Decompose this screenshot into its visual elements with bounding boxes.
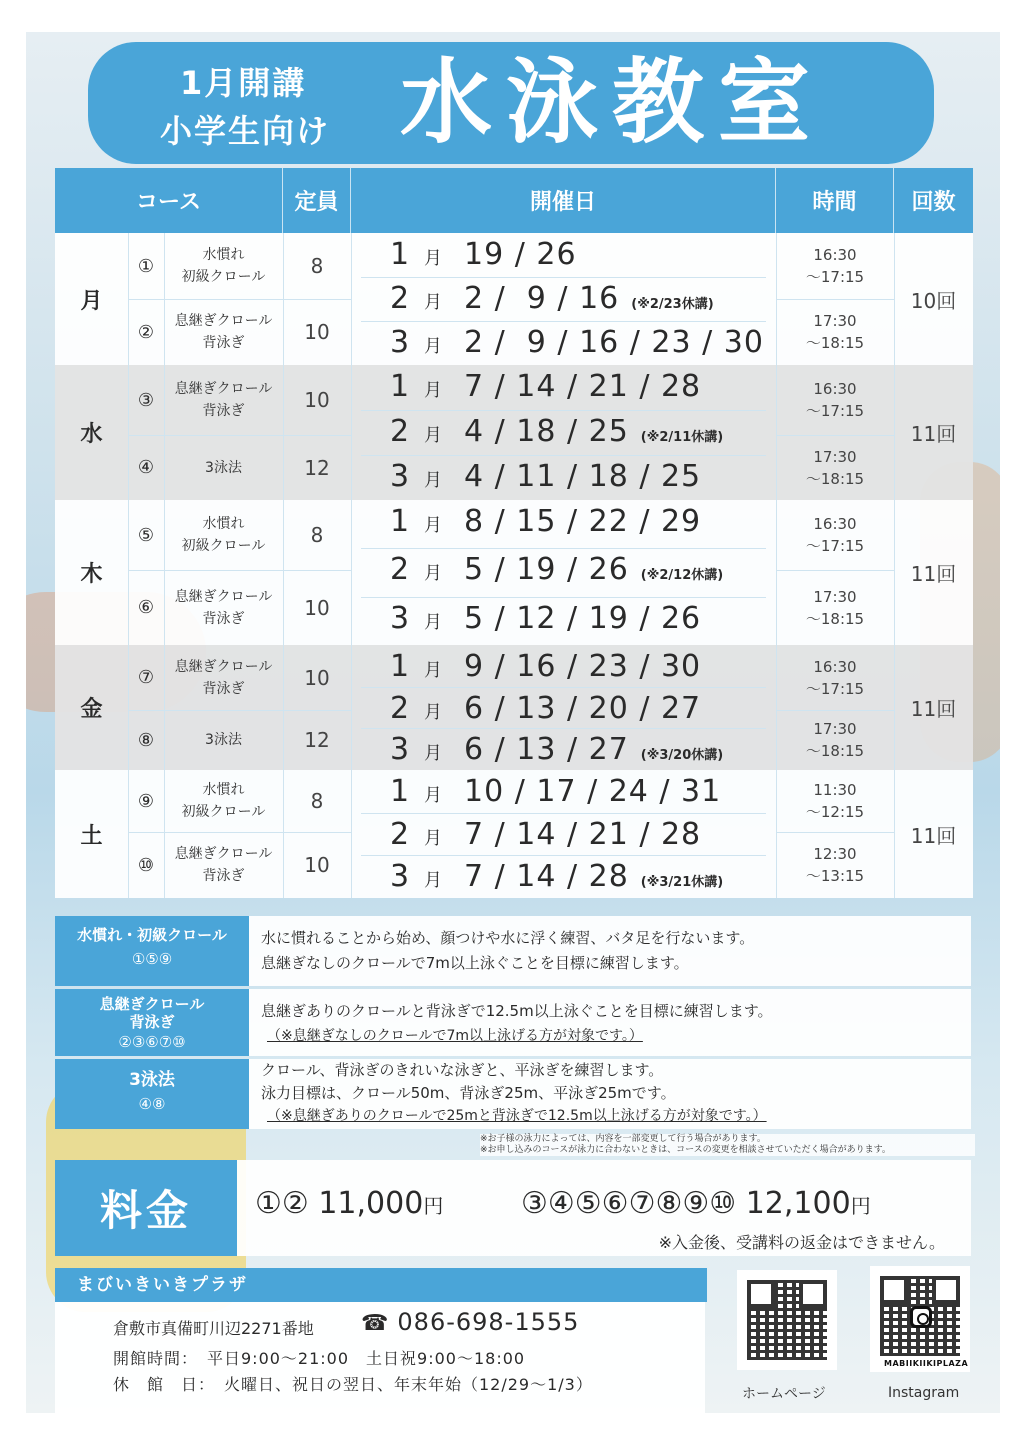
row-divider [776,299,894,300]
column-divider [164,233,165,898]
course-number: ⑤ [137,524,155,546]
course-time-start: 12:30 [813,845,857,863]
date-month-number: 1 [390,504,410,539]
fee-price-1 [255,1186,443,1221]
description-label [55,989,249,1056]
date-line [390,459,790,497]
organization-name: まびいきいきプラザ [55,1268,707,1302]
date-month-number: 2 [390,281,410,316]
course-time [776,365,894,435]
date-month-number: 1 [390,774,410,809]
closed-days: 休 館 日： 火曜日、祝日の翌日、年末年始（12/29～1/3） [113,1375,593,1394]
course-name-line: 息継ぎクロール [174,846,273,862]
course-time-end: ～17:15 [805,268,865,286]
description-title: 3泳法 [129,1070,175,1090]
date-days: 2 / 9 / 16 / 23 / 30 [464,325,764,360]
course-name-line: 3泳法 [205,732,242,748]
date-note: (※2/12休講) [640,568,724,584]
phone [361,1308,579,1336]
course-time-start: 17:30 [813,587,857,606]
date-days: 6 / 13 / 20 / 27 [464,690,702,726]
row-divider [128,832,351,833]
date-month-number: 3 [390,600,410,636]
column-divider [776,233,777,898]
description-line: 水に慣れることから始め、顔つけや水に浮く練習、バタ足を行ないます。 [261,929,755,947]
description-courses: ①⑤⑨ [131,950,173,968]
address: 倉敷市真備町川辺2271番地 [113,1319,314,1338]
course-name [164,570,283,645]
course-number: ① [137,255,155,277]
course-name-line: 息継ぎクロール [174,313,273,329]
date-divider [361,277,766,278]
qr-code-icon [747,1280,827,1360]
instagram-qr-code[interactable] [870,1266,970,1372]
course-time-start: 16:30 [813,246,857,264]
course-time-end: ～18:15 [805,334,865,352]
row-divider [128,299,351,300]
day-label: 月 [80,288,103,314]
course-time-start: 17:30 [813,447,857,466]
date-month-number: 1 [390,369,410,404]
fee-section [55,1160,971,1256]
page-title: 水泳教室 [400,49,825,156]
row-divider [128,710,351,711]
description-courses: ②③⑥⑦⑩ [118,1033,186,1051]
header-course: コース [55,168,283,233]
date-line [390,504,790,542]
date-line [390,281,790,319]
course-name [164,500,283,570]
course-name-line: 初級クロール [181,269,266,285]
course-time [776,233,894,299]
date-days: 2 / 9 / 16 [464,281,620,316]
description-row [55,1059,971,1129]
date-month-unit: 月 [424,827,442,849]
fee-price-2 [521,1186,871,1221]
course-capacity: 8 [310,254,324,278]
day-label: 木 [80,562,103,587]
header-capacity: 定員 [283,168,351,233]
instagram-brand-text: MABIIKIIKIPLAZA [884,1359,969,1368]
description-title: 水慣れ・初級クロール [77,926,227,944]
row-divider [128,435,351,436]
date-note: (※2/23休講) [631,297,714,312]
fine-print-line: ※お申し込みのコースが泳力に合わないときは、コースの変更を相談させていただく場合があります。 [480,1145,891,1155]
course-name [164,365,283,435]
fee-label: 料金 [55,1160,237,1256]
course-time-end: ～18:15 [805,469,865,488]
course-capacity: 12 [304,455,330,480]
day-label: 水 [80,422,103,447]
description-text [249,916,971,986]
course-capacity: 12 [304,728,330,752]
date-days: 6 / 13 / 27 [464,732,629,768]
date-days: 5 / 12 / 19 / 26 [464,600,702,636]
column-divider [283,233,284,898]
course-time-end: ～12:15 [805,803,865,821]
date-divider [361,321,766,322]
course-time-end: ～18:15 [805,609,865,628]
description-title: 息継ぎクロール 背泳ぎ [99,995,205,1031]
course-name-line: 背泳ぎ [202,680,245,697]
date-days: 4 / 11 / 18 / 25 [464,459,702,494]
course-name-line: 息継ぎクロール [174,588,273,605]
description-line: クロール、背泳ぎのきれいな泳ぎと、平泳ぎを練習します。 [261,1061,664,1079]
course-name-line: 背泳ぎ [202,610,245,627]
course-capacity: 8 [310,789,324,813]
course-time [776,710,894,770]
header-time: 時間 [776,168,894,233]
course-name-line: 水慣れ [202,247,245,263]
fine-print-line: ※お子様の泳力によっては、内容を一部変更して行う場合があります。 [480,1134,766,1144]
description-label [55,916,249,986]
course-time-end: ～17:15 [805,402,865,420]
date-month-number: 3 [390,459,410,494]
homepage-qr-label: ホームページ [742,1386,826,1402]
day-label: 土 [80,823,103,849]
date-divider [361,687,766,688]
course-capacity: 8 [310,523,324,547]
course-time-start: 11:30 [813,781,857,799]
description-line: 息継ぎなしのクロールで7m以上泳ぐことを目標に練習します。 [261,954,689,972]
description-label [55,1059,249,1129]
row-divider [128,570,351,571]
date-month-unit: 月 [424,743,442,765]
day-label: 金 [80,697,103,722]
phone-icon: ☎ [361,1311,390,1336]
course-number: ⑦ [137,667,155,688]
course-name-line: 水慣れ [202,516,245,532]
date-month-unit: 月 [424,660,442,681]
date-month-number: 3 [390,325,410,360]
date-month-number: 2 [390,690,410,726]
date-days: 7 / 14 / 21 / 28 [464,816,702,852]
date-month-number: 2 [390,552,410,588]
row-divider [776,570,894,571]
date-divider [361,728,766,729]
date-line [390,691,790,729]
description-line: 泳力目標は、クロール50m、背泳ぎ25m、平泳ぎ25mです。 [261,1084,676,1102]
date-days: 7 / 14 / 28 [464,859,629,895]
session-count: 11回 [910,697,957,721]
column-divider [894,233,895,898]
row-divider [776,710,894,711]
date-line [390,237,790,275]
description-row [55,989,971,1056]
session-count: 10回 [910,288,957,313]
course-number: ⑨ [137,790,155,812]
date-month-unit: 月 [424,785,442,806]
date-month-unit: 月 [424,470,442,491]
course-name [164,435,283,500]
date-days: 19 / 26 [464,237,577,272]
course-time [776,770,894,832]
instagram-icon [910,1306,932,1328]
date-line [390,414,790,452]
course-name [164,233,283,299]
course-capacity: 10 [304,853,330,877]
header-count: 回数 [894,168,973,233]
fee-amount: 11,000 [318,1186,424,1221]
date-divider [361,813,766,814]
description-line: 息継ぎありのクロールと背泳ぎで12.5m以上泳ぐことを目標に練習します。 [261,1002,773,1020]
homepage-qr-code[interactable] [737,1270,837,1370]
date-line [390,859,790,897]
course-name [164,299,283,365]
date-divider [361,548,766,549]
course-time-start: 16:30 [813,515,857,533]
course-capacity: 10 [304,388,330,412]
date-line [390,552,790,590]
description-note: （※息継ぎなしのクロールで7m以上泳げる方が対象です。） [267,1028,643,1044]
course-time-start: 17:30 [813,720,857,738]
header-dates: 開催日 [351,168,776,233]
course-number: ② [137,321,155,343]
fee-yen: 円 [850,1194,871,1218]
course-number: ⑥ [137,597,155,618]
course-capacity: 10 [304,320,330,344]
course-time [776,435,894,500]
date-line [390,369,790,407]
description-courses: ④⑧ [138,1095,166,1113]
column-divider [351,233,352,898]
course-number: ④ [137,457,155,478]
course-name [164,645,283,710]
date-note: (※2/11休講) [640,430,724,445]
date-line [390,732,790,770]
course-number: ⑩ [137,854,155,876]
course-time-start: 17:30 [813,312,857,330]
session-count: 11回 [910,562,957,586]
date-month-unit: 月 [424,515,442,536]
date-days: 10 / 17 / 24 / 31 [464,774,722,809]
course-number: ③ [137,389,155,411]
date-days: 7 / 14 / 21 / 28 [464,369,702,404]
course-time-end: ～17:15 [805,679,865,698]
date-month-unit: 月 [424,425,442,446]
course-name-line: 初級クロール [181,538,266,554]
course-time-end: ～18:15 [805,742,865,760]
date-month-number: 3 [390,859,410,895]
fee-note: ※入金後、受講料の返金はできません。 [658,1233,945,1252]
date-month-number: 2 [390,414,410,449]
date-month-unit: 月 [424,701,442,723]
description-text [249,1059,971,1129]
course-time [776,645,894,710]
subtitle-start-month: 1月開講 [180,64,307,102]
course-name [164,710,283,770]
date-month-unit: 月 [424,292,442,313]
instagram-qr-label: Instagram [888,1385,960,1401]
date-month-unit: 月 [424,248,442,269]
course-name-line: 初級クロール [181,804,266,820]
date-month-number: 3 [390,732,410,768]
date-line [390,817,790,855]
course-name-line: 背泳ぎ [202,868,245,884]
fee-courses: ①② [255,1186,319,1221]
description-note: （※息継ぎありのクロールで25mと背泳ぎで12.5m以上泳げる方が対象です。） [267,1108,767,1124]
course-name-line: 背泳ぎ [202,403,245,419]
date-divider [361,455,766,456]
course-time-end: ～17:15 [805,537,865,555]
course-name-line: 水慣れ [202,782,245,798]
course-time [776,570,894,645]
date-month-unit: 月 [424,380,442,401]
course-name [164,832,283,898]
course-name [164,770,283,832]
course-capacity: 10 [304,595,330,620]
footer-info [55,1268,705,1413]
phone-number: 086-698-1555 [397,1308,580,1336]
date-divider [361,410,766,411]
date-month-number: 2 [390,816,410,852]
date-line [390,601,790,639]
date-month-number: 1 [390,649,410,684]
date-line [390,325,790,363]
date-days: 5 / 19 / 26 [464,552,629,588]
date-divider [361,855,766,856]
course-time [776,832,894,898]
date-line [390,774,790,812]
date-divider [361,597,766,598]
fine-print [480,1134,975,1156]
course-time-end: ～13:15 [805,867,865,885]
course-time [776,500,894,570]
date-line [390,649,790,687]
course-time [776,299,894,365]
date-note: (※3/21休講) [640,875,724,891]
date-days: 9 / 16 / 23 / 30 [464,649,702,684]
fee-yen: 円 [423,1194,444,1218]
date-month-unit: 月 [424,870,442,892]
date-month-unit: 月 [424,611,442,633]
row-divider [776,832,894,833]
session-count: 11回 [910,823,957,848]
course-number: ⑧ [137,729,155,751]
fee-amount: 12,100 [745,1186,851,1221]
opening-hours: 開館時間： 平日9:00～21:00 土日祝9:00～18:00 [113,1349,526,1368]
schedule-table [55,168,973,898]
course-name-line: 3泳法 [205,459,242,476]
fee-courses: ③④⑤⑥⑦⑧⑨⑩ [521,1186,746,1221]
date-note: (※3/20休講) [640,748,724,764]
column-divider [128,233,129,898]
date-month-unit: 月 [424,563,442,585]
description-row [55,916,971,986]
course-capacity: 10 [304,665,330,690]
course-name-line: 息継ぎクロール [174,658,273,675]
session-count: 11回 [910,422,957,446]
course-name-line: 背泳ぎ [202,335,245,351]
course-time-start: 16:30 [813,380,857,398]
course-name-line: 息継ぎクロール [174,381,273,397]
date-month-unit: 月 [424,336,442,357]
description-text [249,989,971,1056]
date-month-number: 1 [390,237,410,272]
subtitle-target: 小学生向け [160,112,331,150]
course-time-start: 16:30 [813,657,857,676]
date-days: 4 / 18 / 25 [464,414,629,449]
row-divider [776,435,894,436]
date-days: 8 / 15 / 22 / 29 [464,504,702,539]
